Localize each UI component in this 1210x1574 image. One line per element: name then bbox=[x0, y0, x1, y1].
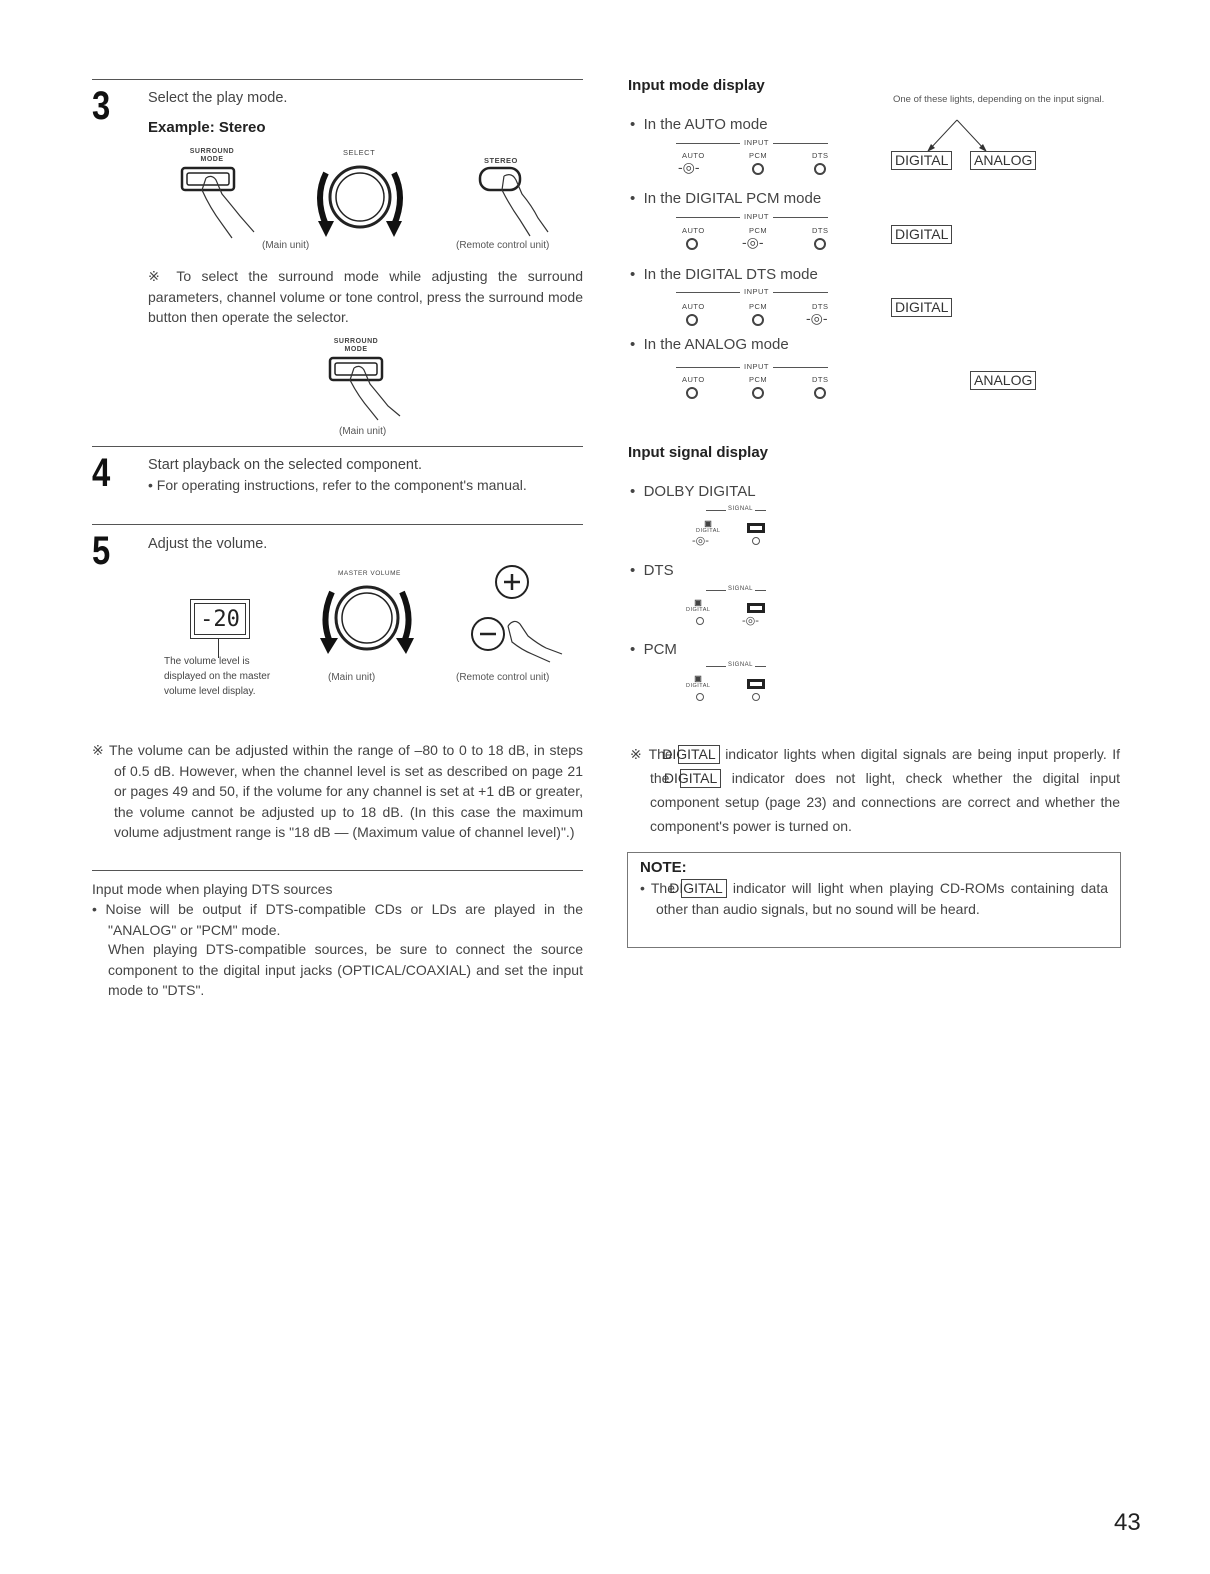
pcm-label-2: PCM bbox=[749, 226, 768, 235]
mode-bullet-pcm: • In the DIGITAL PCM mode bbox=[630, 190, 822, 207]
dts-section-continuation: When playing DTS-compatible sources, be sure to connect the source component to the digital input jacks (OPTICAL/COAXIAL) and set the input mode to "DTS". bbox=[108, 941, 583, 998]
input-label-4: INPUT bbox=[740, 362, 773, 371]
surround-mode-button-illustration-2 bbox=[326, 350, 416, 422]
auto-lamp-3 bbox=[686, 314, 698, 326]
auto-lamp-lit-1: -◎- bbox=[678, 159, 700, 175]
master-volume-label: MASTER VOLUME bbox=[338, 570, 401, 577]
remote-volume-buttons-illustration bbox=[462, 562, 572, 666]
remote-unit-caption-2: (Remote control unit) bbox=[456, 672, 550, 683]
dts-lamp-lit-3: -◎- bbox=[806, 310, 828, 326]
pcm-label-4: PCM bbox=[749, 375, 768, 384]
main-unit-caption: (Main unit) bbox=[262, 240, 310, 251]
dolby-digital-logo-3: ▣ DIGITAL bbox=[686, 674, 711, 689]
input-label-3: INPUT bbox=[740, 287, 773, 296]
stereo-label: STEREO bbox=[484, 156, 518, 165]
note-title: NOTE: bbox=[640, 859, 687, 876]
stereo-button-illustration bbox=[474, 162, 554, 242]
select-label: SELECT bbox=[343, 148, 376, 157]
signal-bullet-dts: • DTS bbox=[630, 562, 674, 579]
dts-logo-icon-2 bbox=[746, 602, 766, 614]
pcm-lamp-1 bbox=[752, 163, 764, 175]
step4-instruction: Start playback on the selected component. bbox=[148, 457, 423, 473]
volume-display-caption: The volume level is displayed on the master volume level display. bbox=[164, 656, 271, 697]
note-tag: DIGITAL bbox=[681, 879, 726, 898]
mode-bullet-analog: • In the ANALOG mode bbox=[630, 336, 789, 353]
step3-note: ※ To select the surround mode while adjusting the surround parameters, channel volume or tone control, press the surround mode button then operate the selector. bbox=[148, 268, 583, 325]
dolby-lamp-sig-2 bbox=[696, 617, 704, 625]
indicator-digital-pcm bbox=[891, 225, 952, 244]
digital-note-tag2: DIGITAL bbox=[680, 769, 721, 788]
indicator-analog-auto-text: ANALOG bbox=[970, 151, 1036, 170]
digital-logo-text-3: DIGITAL bbox=[686, 683, 711, 689]
step-number-3: 3 bbox=[92, 84, 111, 128]
note-part2: indicator will light when playing CD-ROMs containing data other than audio signals, but no sound will be heard. bbox=[656, 880, 1109, 917]
dts-section-heading: Input mode when playing DTS sources bbox=[92, 881, 333, 897]
indicator-digital-dts-text: DIGITAL bbox=[891, 298, 952, 317]
indicator-digital-dts bbox=[891, 298, 952, 317]
page-number: 43 bbox=[1114, 1509, 1141, 1536]
mode-label-dts: In the DIGITAL DTS mode bbox=[643, 266, 818, 283]
signal-label-3: SIGNAL bbox=[728, 662, 754, 668]
dts-label-4: DTS bbox=[812, 375, 829, 384]
dolby-lamp-sig-3 bbox=[696, 693, 704, 701]
remote-unit-caption: (Remote control unit) bbox=[456, 240, 550, 251]
mode-bullet-dts: • In the DIGITAL DTS mode bbox=[630, 266, 818, 283]
surround-mode-button-illustration bbox=[178, 160, 268, 240]
main-unit-caption-2: (Main unit) bbox=[339, 426, 387, 437]
divider-step4 bbox=[92, 446, 583, 447]
indicator-analog-analog-text: ANALOG bbox=[970, 371, 1036, 390]
side-note-pointer-arrows bbox=[925, 118, 995, 154]
signal-label-dolby: DOLBY DIGITAL bbox=[643, 483, 756, 500]
master-volume-knob-illustration bbox=[312, 578, 422, 664]
input-label-1: INPUT bbox=[740, 138, 773, 147]
dolby-lamp-lit-1: -◎- bbox=[692, 535, 709, 547]
digital-logo-text-1: DIGITAL bbox=[696, 528, 721, 534]
dts-label-2: DTS bbox=[812, 226, 829, 235]
indicator-digital-auto bbox=[891, 151, 952, 170]
input-mode-side-note: One of these lights, depending on the input signal. bbox=[893, 94, 1105, 105]
dts-logo-icon-3 bbox=[746, 678, 766, 690]
mode-bullet-auto: • In the AUTO mode bbox=[630, 116, 768, 133]
dts-lamp-2 bbox=[814, 238, 826, 250]
indicator-analog-auto bbox=[970, 151, 1036, 170]
divider-dts-section bbox=[92, 870, 583, 871]
signal-label-1: SIGNAL bbox=[728, 506, 754, 512]
dolby-digital-logo-2: ▣ DIGITAL bbox=[686, 598, 711, 613]
step3-example: Example: Stereo bbox=[148, 119, 266, 136]
indicator-digital-pcm-text: DIGITAL bbox=[891, 225, 952, 244]
signal-label-dts: DTS bbox=[643, 562, 674, 579]
dts-lamp-lit-2: -◎- bbox=[742, 615, 759, 627]
digital-note-part3: indicator does not light, check whether the digital input component setup (page 23) and connections are correct and whether the component's power is turned on. bbox=[650, 770, 1120, 834]
note-bullet bbox=[640, 878, 1108, 919]
input-mode-display-heading: Input mode display bbox=[628, 77, 765, 94]
pcm-label-3: PCM bbox=[749, 302, 768, 311]
divider-step5 bbox=[92, 524, 583, 525]
indicator-digital-auto-text: DIGITAL bbox=[891, 151, 952, 170]
signal-label-2: SIGNAL bbox=[728, 586, 754, 592]
pcm-lamp-3 bbox=[752, 314, 764, 326]
signal-bullet-dolby: • DOLBY DIGITAL bbox=[630, 483, 756, 500]
digital-note-part1: ※ The bbox=[630, 746, 673, 762]
auto-lamp-2 bbox=[686, 238, 698, 250]
digital-note-part2: indicator lights when digital signals are being input properly. If the bbox=[650, 746, 1121, 786]
mode-label-analog: In the ANALOG mode bbox=[643, 336, 789, 353]
auto-label-3: AUTO bbox=[682, 302, 705, 311]
step-number-5: 5 bbox=[92, 529, 111, 573]
dts-label-3: DTS bbox=[812, 302, 829, 311]
mode-label-auto: In the AUTO mode bbox=[643, 116, 768, 133]
auto-label-1: AUTO bbox=[682, 151, 705, 160]
note-part1: • The bbox=[640, 880, 676, 896]
digital-logo-text-2: DIGITAL bbox=[686, 607, 711, 613]
dts-section-bullet: • Noise will be output if DTS-compatible CDs or LDs are played in the "ANALOG" or "PCM" mode. bbox=[92, 901, 583, 938]
indicator-analog-analog bbox=[970, 371, 1036, 390]
mode-label-pcm: In the DIGITAL PCM mode bbox=[643, 190, 822, 207]
divider-step3 bbox=[92, 79, 583, 80]
dts-lamp-sig-3 bbox=[752, 693, 760, 701]
pcm-lamp-lit-2: -◎- bbox=[742, 234, 764, 250]
signal-label-pcm: PCM bbox=[643, 641, 677, 658]
auto-label-2: AUTO bbox=[682, 226, 705, 235]
dts-logo-icon-1 bbox=[746, 522, 766, 534]
step5-instruction: Adjust the volume. bbox=[148, 536, 268, 552]
digital-note-tag1: DIGITAL bbox=[678, 745, 719, 764]
dts-lamp-1 bbox=[814, 163, 826, 175]
signal-bullet-pcm: • PCM bbox=[630, 641, 677, 658]
pcm-label-1: PCM bbox=[749, 151, 768, 160]
step-number-4: 4 bbox=[92, 451, 111, 495]
input-signal-display-heading: Input signal display bbox=[628, 444, 769, 461]
dts-lamp-4 bbox=[814, 387, 826, 399]
volume-display-box bbox=[190, 599, 250, 639]
select-knob-illustration bbox=[310, 155, 410, 245]
dts-lamp-sig-1 bbox=[752, 537, 760, 545]
input-label-2: INPUT bbox=[740, 212, 773, 221]
dts-label-1: DTS bbox=[812, 151, 829, 160]
main-unit-caption-3: (Main unit) bbox=[328, 672, 376, 683]
surround-mode-label-2: SURROUND MODE bbox=[333, 338, 379, 353]
step5-note: ※ The volume can be adjusted within the range of –80 to 0 to 18 dB, in steps of 0.5 dB. However, when the channel level is set as described on page 21 or pages 49 and 50, if the volume for any channel is set at +1 dB or greater, the volume cannot be adjusted up to 18 dB. (In this case the maximum volume adjustment range is "18 dB — (Maximum value of channel level)".) bbox=[92, 742, 583, 840]
pcm-lamp-4 bbox=[752, 387, 764, 399]
digital-indicator-note bbox=[630, 742, 1120, 838]
volume-display-value: -20 bbox=[194, 603, 246, 635]
step3-instruction: Select the play mode. bbox=[148, 90, 288, 106]
surround-mode-label: SURROUND MODE bbox=[189, 148, 235, 163]
step4-bullet: • For operating instructions, refer to the component's manual. bbox=[148, 477, 527, 493]
dolby-digital-logo-1: ▣ DIGITAL bbox=[696, 519, 721, 534]
auto-label-4: AUTO bbox=[682, 375, 705, 384]
auto-lamp-4 bbox=[686, 387, 698, 399]
